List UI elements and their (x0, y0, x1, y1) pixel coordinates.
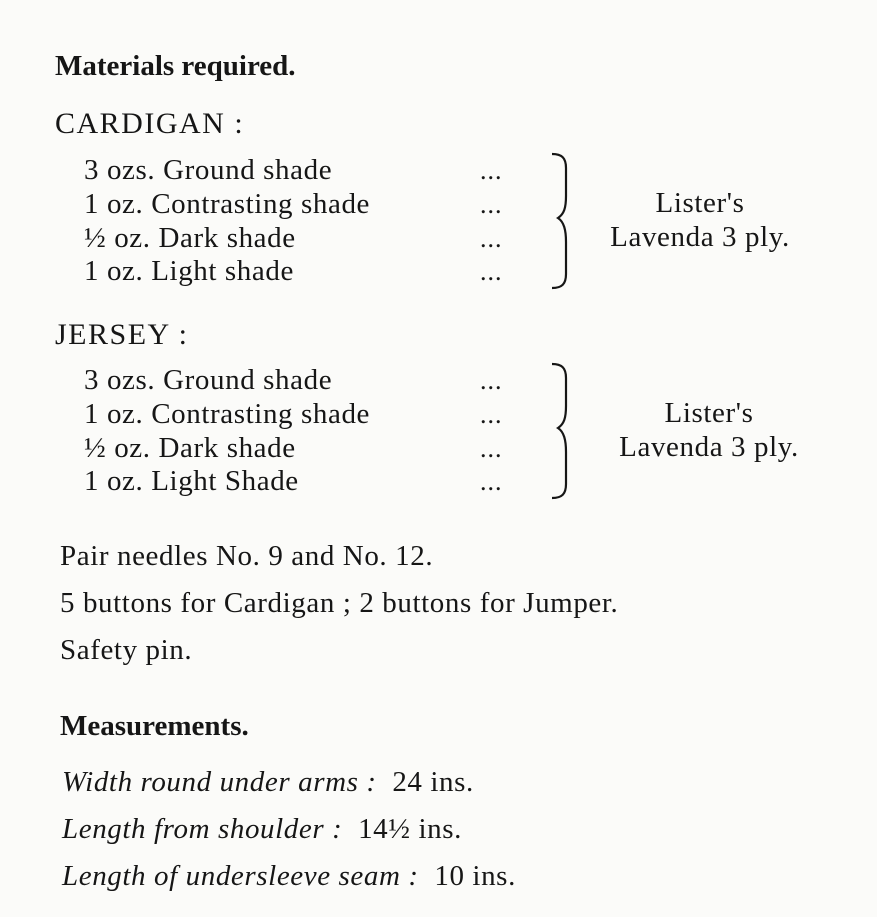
cardigan-dots-2: ... (480, 190, 503, 219)
measurement-label: Width round under arms : (62, 766, 377, 798)
measurement-value: 10 ins. (434, 860, 516, 892)
cardigan-brand-line1: Lister's (655, 187, 745, 219)
measurement-row-width (62, 766, 474, 799)
jersey-brand-line1: Lister's (664, 397, 754, 429)
cardigan-brace (548, 152, 574, 290)
jersey-item-contrasting: 1 oz. Contrasting shade (84, 398, 371, 430)
cardigan-dots-3: ... (480, 224, 503, 253)
measurement-value: 14½ ins. (358, 813, 462, 845)
safety-pin-line: Safety pin. (60, 634, 193, 666)
cardigan-title: CARDIGAN : (55, 107, 245, 140)
jersey-item-light: 1 oz. Light Shade (84, 465, 299, 497)
materials-heading: Materials required. (55, 50, 296, 82)
buttons-line: 5 buttons for Cardigan ; 2 buttons for Jumper. (60, 587, 619, 619)
jersey-item-ground: 3 ozs. Ground shade (84, 364, 333, 396)
jersey-dots-2: ... (480, 400, 503, 429)
cardigan-item-ground: 3 ozs. Ground shade (84, 154, 333, 186)
measurement-row-sleeve (62, 860, 516, 893)
jersey-dots-1: ... (480, 366, 503, 395)
measurement-value: 24 ins. (392, 766, 474, 798)
jersey-item-dark: ½ oz. Dark shade (84, 432, 296, 464)
measurement-label: Length of undersleeve seam : (62, 860, 419, 892)
jersey-dots-3: ... (480, 434, 503, 463)
cardigan-brand-line2: Lavenda 3 ply. (610, 221, 790, 253)
cardigan-item-light: 1 oz. Light shade (84, 255, 294, 287)
jersey-brand-line2: Lavenda 3 ply. (619, 431, 799, 463)
jersey-brace (548, 362, 574, 500)
cardigan-dots-1: ... (480, 156, 503, 185)
cardigan-item-contrasting: 1 oz. Contrasting shade (84, 188, 371, 220)
cardigan-dots-4: ... (480, 257, 503, 286)
measurement-label: Length from shoulder : (62, 813, 343, 845)
cardigan-item-dark: ½ oz. Dark shade (84, 222, 296, 254)
needles-line: Pair needles No. 9 and No. 12. (60, 540, 434, 572)
jersey-dots-4: ... (480, 467, 503, 496)
measurement-row-length (62, 813, 462, 846)
jersey-title: JERSEY : (55, 318, 189, 351)
measurements-heading: Measurements. (60, 710, 249, 742)
